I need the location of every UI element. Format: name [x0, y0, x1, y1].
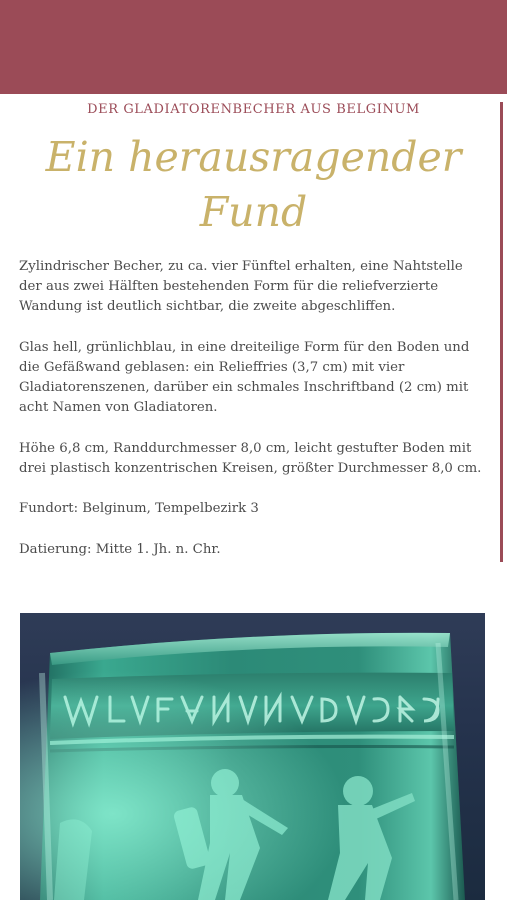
paragraph-findspot: Fundort: Belginum, Tempelbezirk 3 — [19, 501, 259, 517]
paragraph-material: Glas hell, grünlichblau, in eine dreiteilige Form für den Boden und die Gefäßwand geblasen: ein Relieffries (3,7 cm) mit vier Gladiatorenszenen, darüber ein schmales Inschriftband (2 cm) mit acht Namen von Gladiatoren. — [19, 339, 470, 416]
header-bar — [0, 0, 507, 94]
article-body — [19, 257, 489, 580]
paragraph-dimensions: Höhe 6,8 cm, Randdurchmesser 8,0 cm, leicht gestufter Boden mit drei plastisch konzentrischen Kreisen, größter Durchmesser 8,0 cm. — [19, 440, 482, 476]
paragraph-description: Zylindrischer Becher, zu ca. vier Fünftel erhalten, eine Nahtstelle der aus zwei Hälften bestehenden Form für die reliefverzierte Wandung ist deutlich sichtbar, die zweite abgeschliffen. — [19, 259, 463, 315]
glass-beaker-photo — [20, 613, 485, 900]
page-title: Ein herausragender Fund — [45, 133, 462, 236]
scroll-indicator[interactable] — [500, 102, 503, 562]
glass-beaker-image — [20, 613, 485, 900]
paragraph-dating: Datierung: Mitte 1. Jh. n. Chr. — [19, 541, 221, 557]
section-eyebrow: DER GLADIATORENBECHER AUS BELGINUM — [87, 102, 420, 117]
